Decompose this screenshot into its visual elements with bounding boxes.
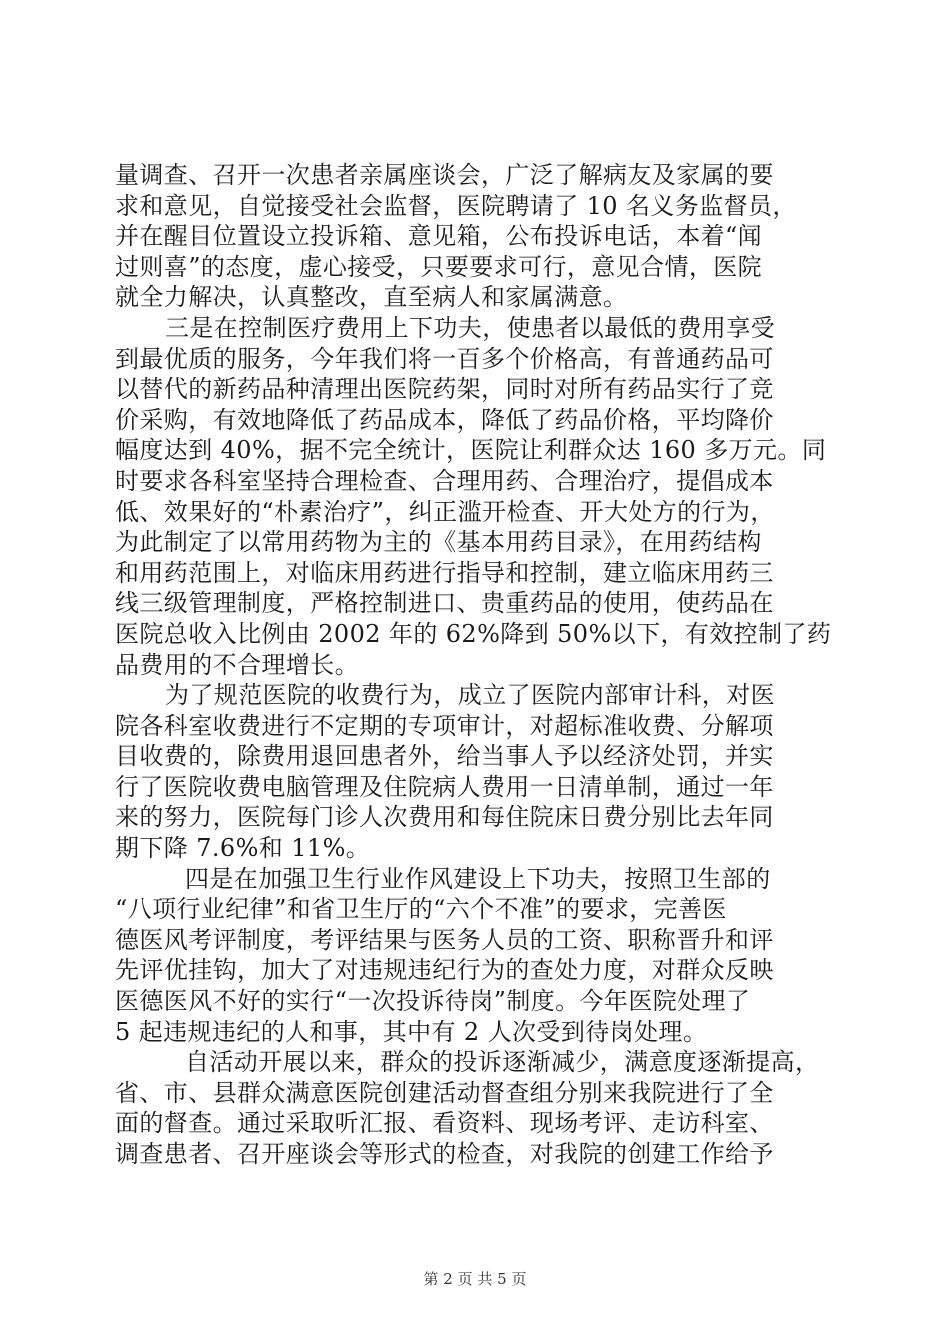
paragraph <box>115 160 835 313</box>
paragraph <box>115 1047 835 1169</box>
text-line: 期下降 7.6%和 11%。 <box>115 834 371 863</box>
text-line: 先评优挂钩，加大了对违规违纪行为的查处力度，对群众反映 <box>115 956 774 985</box>
text-line: 量调查、召开一次患者亲属座谈会，广泛了解病友及家属的要 <box>115 161 774 189</box>
text-line: 面的督查。通过采取听汇报、看资料、现场考评、走访科室、 <box>115 1109 774 1138</box>
text-line: 品费用的不合理增长。 <box>115 650 359 679</box>
text-line: 价采购，有效地降低了药品成本，降低了药品价格，平均降价 <box>115 405 774 434</box>
text-line: 自活动开展以来，群众的投诉逐渐减少，满意度逐渐提高， <box>185 1048 820 1077</box>
text-line: 医院总收入比例由 2002 年的 62%降到 50%以下，有效控制了药 <box>115 619 832 648</box>
paragraph <box>115 680 835 864</box>
text-line: 医德医风不好的实行“一次投诉待岗”制度。今年医院处理了 <box>115 987 751 1016</box>
text-line: 省、市、县群众满意医院创建活动督查组分别来我院进行了全 <box>115 1078 774 1107</box>
text-line: 行了医院收费电脑管理及住院病人费用一日清单制，通过一年 <box>115 772 774 801</box>
text-line: 并在醒目位置设立投诉箱、意见箱，公布投诉电话，本着“闻 <box>115 222 763 251</box>
page-number-footer: 第 2 页 共 5 页 <box>423 1270 527 1288</box>
text-line: 德医风考评制度，考评结果与医务人员的工资、职称晋升和评 <box>115 925 774 954</box>
text-line: 三是在控制医疗费用上下功夫，使患者以最低的费用享受 <box>165 313 775 342</box>
text-line: 和用药范围上，对临床用药进行指导和控制，建立临床用药三 <box>115 558 774 587</box>
paragraph <box>115 864 835 1048</box>
text-line: 调查患者、召开座谈会等形式的检查，对我院的创建工作给予 <box>115 1140 774 1168</box>
text-line: 时要求各科室坚持合理检查、合理用药、合理治疗，提倡成本 <box>115 466 774 495</box>
text-line: 为了规范医院的收费行为，成立了医院内部审计科，对医 <box>165 681 775 710</box>
text-line: 四是在加强卫生行业作风建设上下功夫，按照卫生部的 <box>185 864 771 893</box>
text-line: 过则喜”的态度，虚心接受，只要要求可行，意见合情，医院 <box>115 252 763 281</box>
text-line: 院各科室收费进行不定期的专项审计，对超标准收费、分解项 <box>115 711 774 740</box>
paragraph <box>115 313 835 680</box>
text-line: 幅度达到 40%，据不完全统计，医院让利群众达 160 多万元。同 <box>115 436 827 465</box>
text-line: 5 起违规违纪的人和事，其中有 2 人次受到待岗处理。 <box>115 1017 708 1046</box>
text-line: 到最优质的服务，今年我们将一百多个价格高，有普通药品可 <box>115 344 774 373</box>
text-line: 求和意见，自觉接受社会监督，医院聘请了 10 名义务监督员， <box>115 191 797 220</box>
text-line: 来的努力，医院每门诊人次费用和每住院床日费分别比去年同 <box>115 803 774 832</box>
text-line: 低、效果好的“朴素治疗”，纠正滥开检查、开大处方的行为， <box>115 497 775 526</box>
text-line: 就全力解决，认真整改，直至病人和家属满意。 <box>115 283 628 312</box>
text-line: 目收费的，除费用退回患者外，给当事人予以经济处罚，并实 <box>115 742 774 771</box>
document-body <box>115 160 835 1170</box>
text-line: 线三级管理制度，严格控制进口、贵重药品的使用，使药品在 <box>115 589 774 618</box>
text-line: “八项行业纪律”和省卫生厅的“六个不准”的要求，完善医 <box>115 895 727 924</box>
text-line: 以替代的新药品种清理出医院药架，同时对所有药品实行了竞 <box>115 375 774 404</box>
text-line: 为此制定了以常用药物为主的《基本用药目录》，在用药结构 <box>115 528 762 557</box>
